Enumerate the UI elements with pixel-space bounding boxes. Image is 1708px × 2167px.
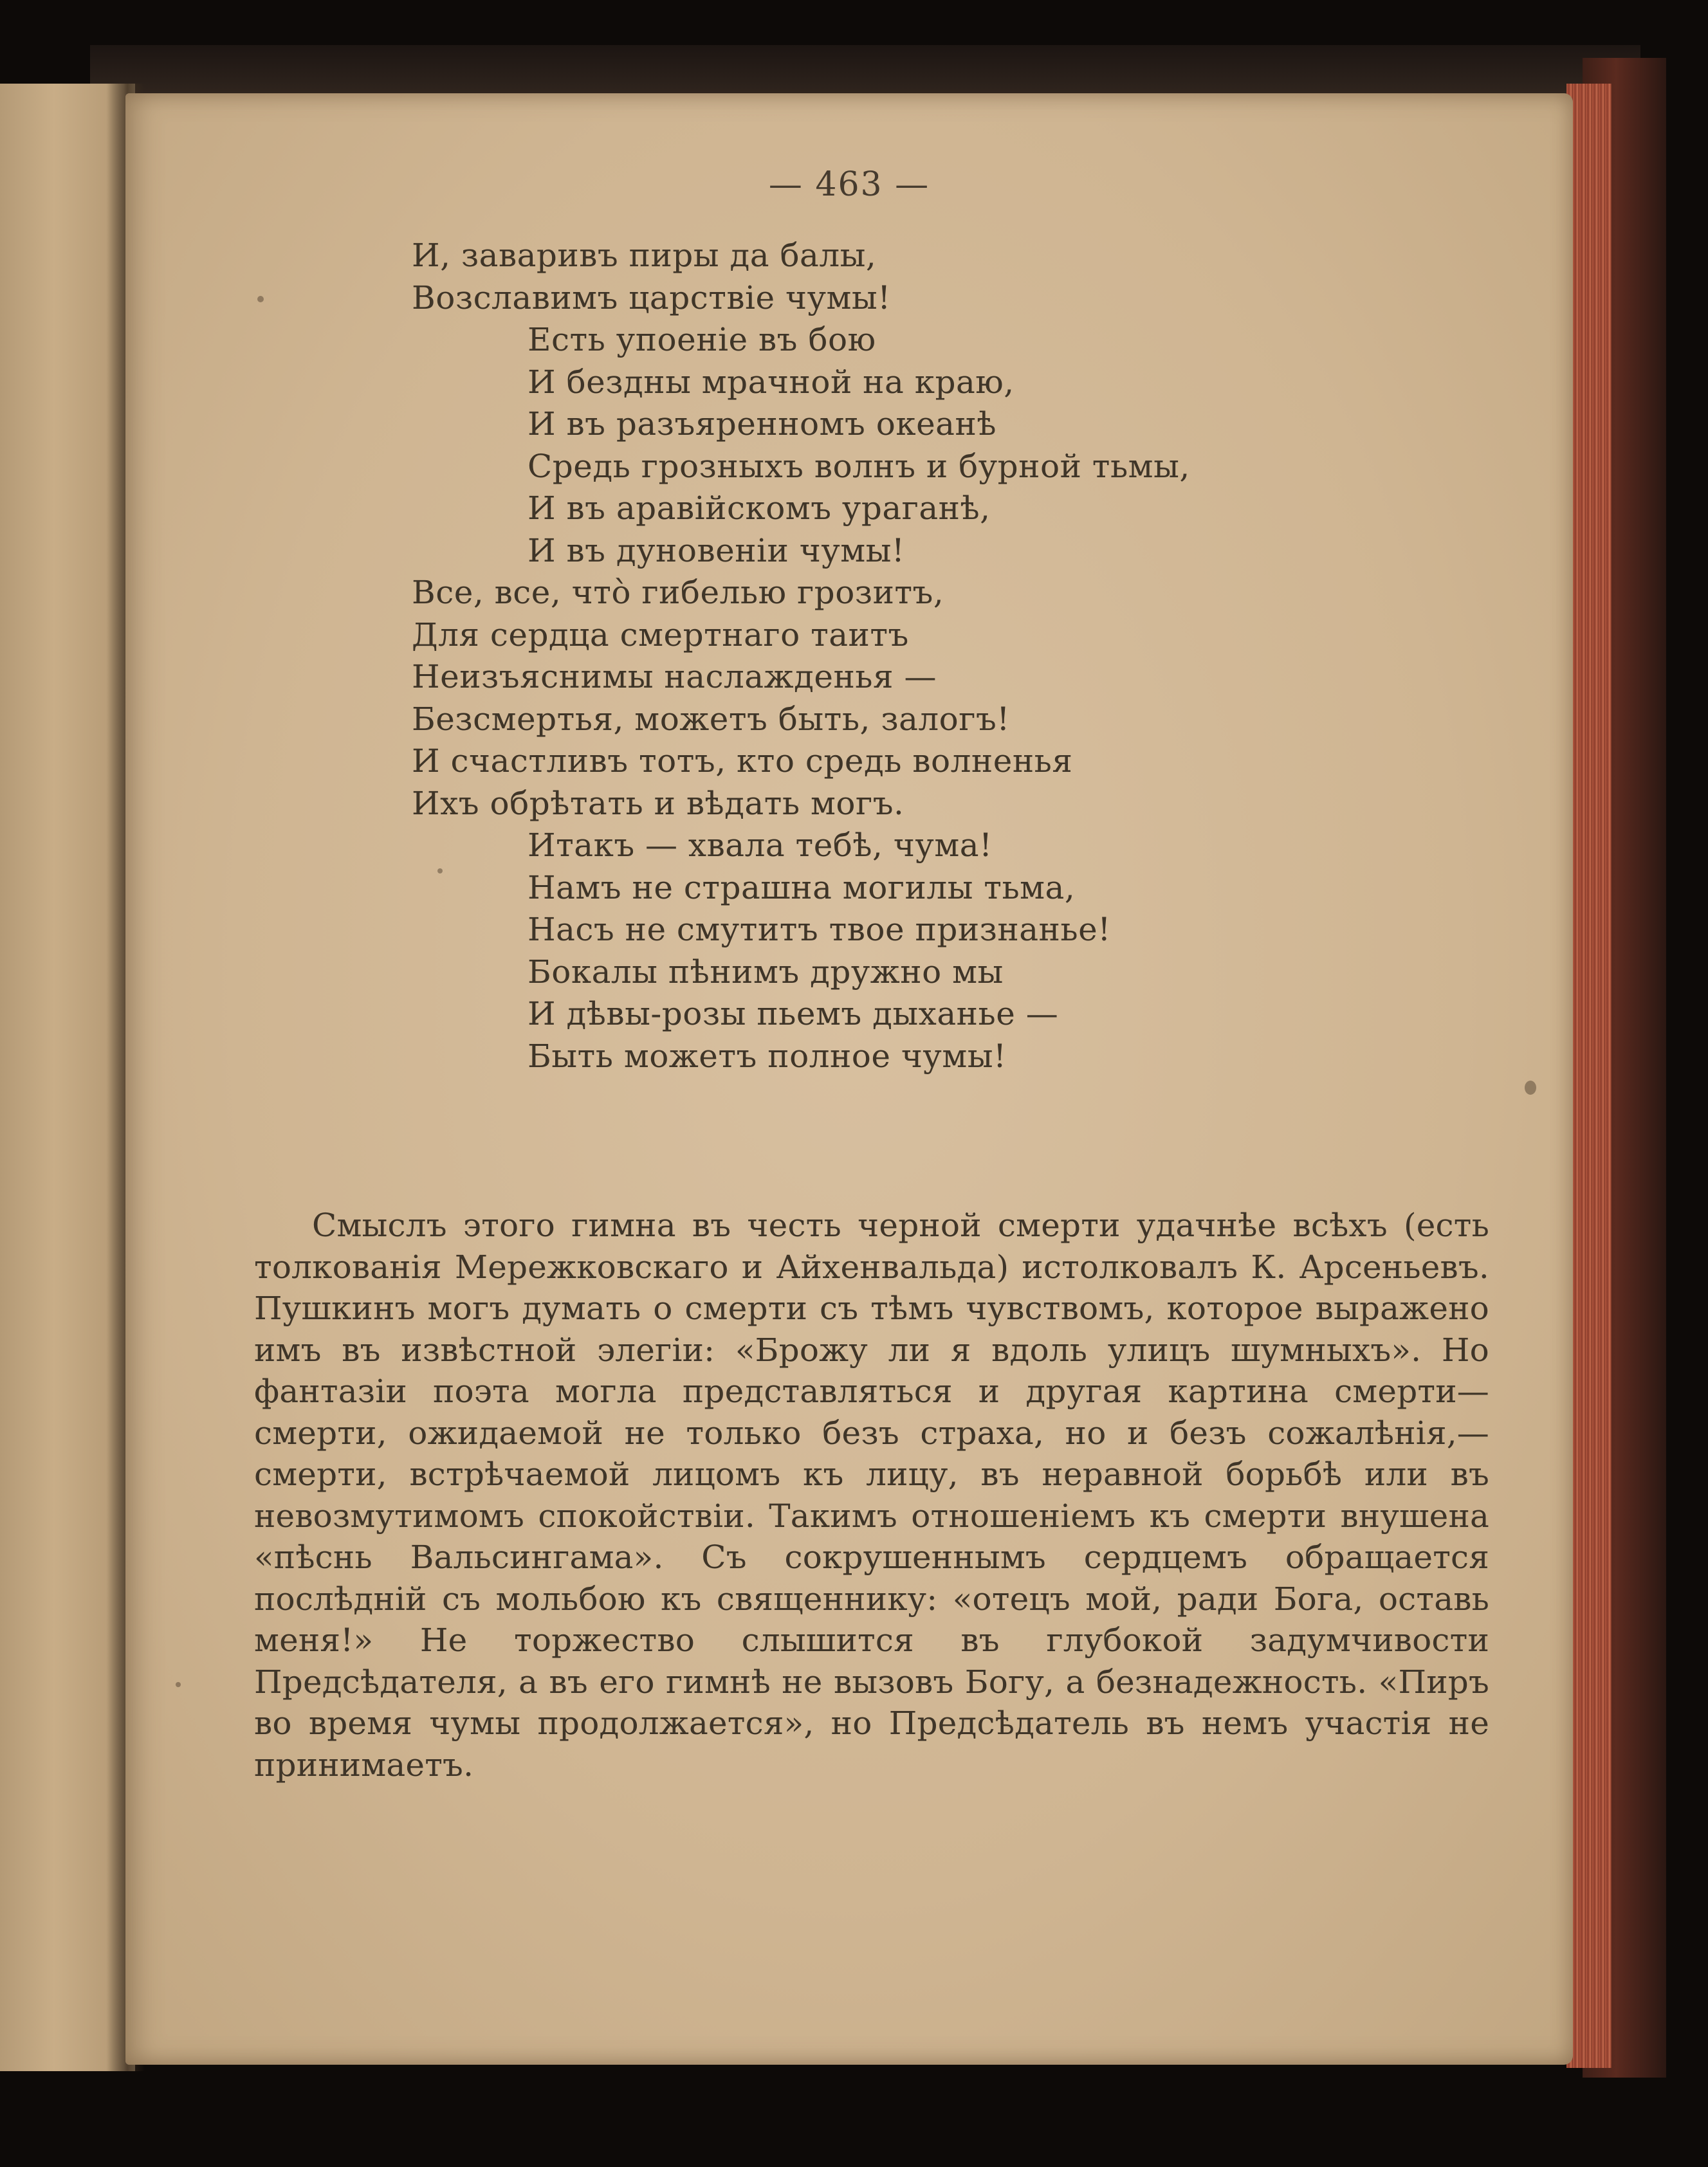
poem-line: Ихъ обрѣтать и вѣдать могъ. [412,784,905,822]
poem-line: Возславимъ царствіе чумы! [412,279,891,316]
poem-line: И въ разъяренномъ океанѣ [528,405,996,443]
poem-line: Быть можетъ полное чумы! [528,1037,1007,1075]
paper-speck [437,868,443,873]
paper-speck [257,296,264,302]
poem-line: Намъ не страшна могилы тьма, [528,868,1076,906]
paper-speck [1525,1081,1536,1095]
poem-stanza [412,235,1190,1077]
poem-line: И дѣвы-розы пьемъ дыханье — [528,995,1059,1032]
book-page [125,93,1573,2065]
poem-line: Безсмертья, можетъ быть, залогъ! [412,700,1010,738]
poem-line: И, заваривъ пиры да балы, [412,237,877,274]
poem-line: И въ аравійскомъ ураганѣ, [528,489,991,527]
poem-line: Итакъ — хвала тебѣ, чума! [528,827,993,864]
poem-line: И въ дуновеніи чумы! [528,531,905,569]
poem-line: И счастливъ тотъ, кто средь волненья [412,742,1073,780]
poem-line: Все, все, что̀ гибелью грозитъ, [412,574,944,611]
poem-line: Насъ не смутитъ твое признанье! [528,911,1111,948]
poem-line: Есть упоеніе въ бою [528,321,876,358]
poem-line: Для сердца смертнаго таитъ [412,616,909,654]
poem-line: Неизъяснимы наслажденья — [412,658,937,695]
paper-speck [176,1682,181,1687]
poem-line: И бездны мрачной на краю, [528,363,1015,401]
page-edges [1566,84,1612,2068]
page-number: — 463 — [768,165,930,204]
poem-line: Бокалы пѣнимъ дружно мы [528,953,1004,991]
poem-line: Средь грозныхъ волнъ и бурной тьмы, [528,447,1190,485]
prose-paragraph: Смыслъ этого гимна въ честь черной смерти удачнѣе всѣхъ (есть толкованія Мережковскаго и Айхенвальда) истолковалъ К. Арсеньевъ. Пушкинъ могъ думать о смерти съ тѣмъ чувствомъ, которое выражено имъ въ извѣстной элегіи: «Брожу ли я вдоль улицъ шумныхъ». Но фантазіи поэта могла представляться и другая картина смерти—смерти, ожидаемой не только безъ страха, но и безъ сожалѣнія,—смерти, встрѣчаемой лицомъ къ лицу, въ неравной борьбѣ или въ невозмутимомъ спокойствіи. Такимъ отношеніемъ къ смерти внушена «пѣснь Вальсингама». Съ сокрушеннымъ сердцемъ обращается послѣдній съ мольбою къ священнику: «отецъ мой, ради Бога, оставь меня!» Не торжество слышится въ глубокой задумчивости Предсѣдателя, а въ его гимнѣ не вызовъ Богу, а безнадежность. «Пиръ во время чумы продолжается», но Предсѣдатель въ немъ участія не принимаетъ. [254,1207,1489,1784]
